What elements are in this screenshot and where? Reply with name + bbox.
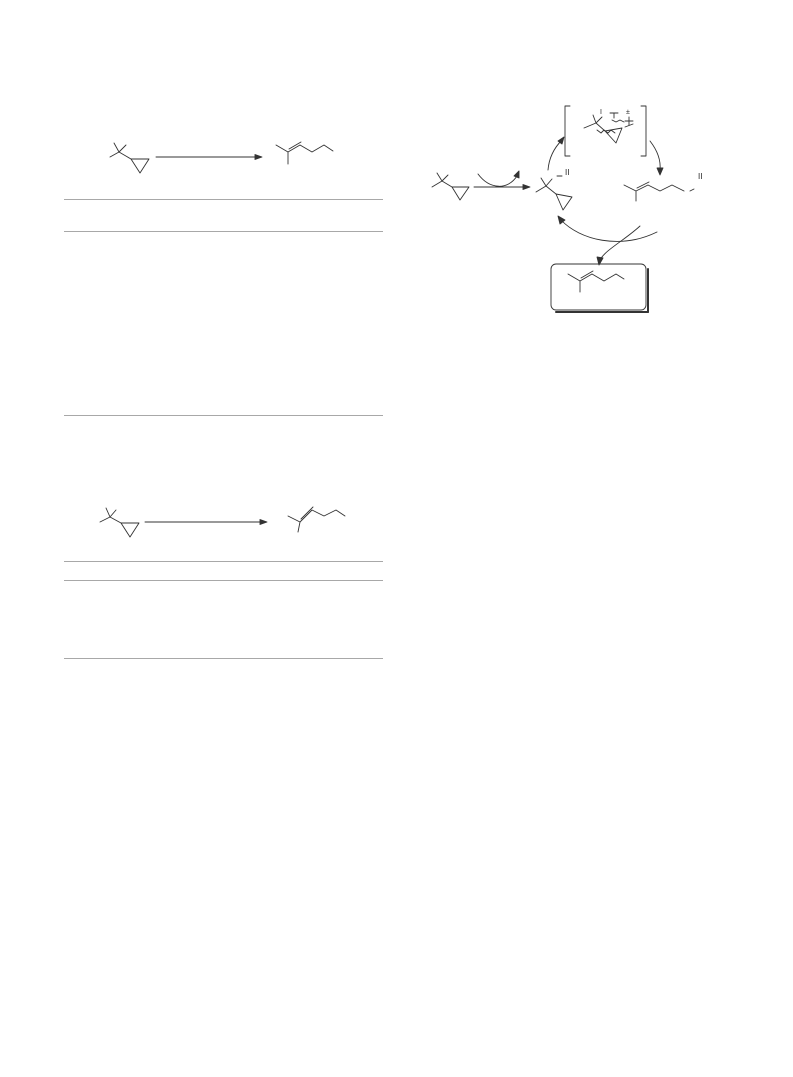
cycle-entry-curved-arrow (478, 171, 519, 186)
cycle-arrow-down-right (650, 141, 663, 175)
cycle-entry-arrow (474, 185, 530, 190)
transition-state-structure (584, 113, 633, 143)
cycle-arrow-return (558, 216, 657, 241)
intermediate-right-mark: II (698, 172, 703, 181)
product-release-arrow (597, 226, 640, 265)
transition-state-mark-left: I (600, 109, 602, 116)
intermediate-left-mark: II (565, 168, 570, 177)
cycle-arrow-up (548, 137, 564, 170)
cycle-substrate-structure (432, 173, 469, 200)
product-box-structure (568, 271, 624, 292)
intermediate-right-structure (624, 182, 694, 201)
intermediate-left-structure (536, 176, 572, 210)
transition-state-mark-right: ± (626, 109, 630, 116)
product-box (551, 264, 648, 312)
